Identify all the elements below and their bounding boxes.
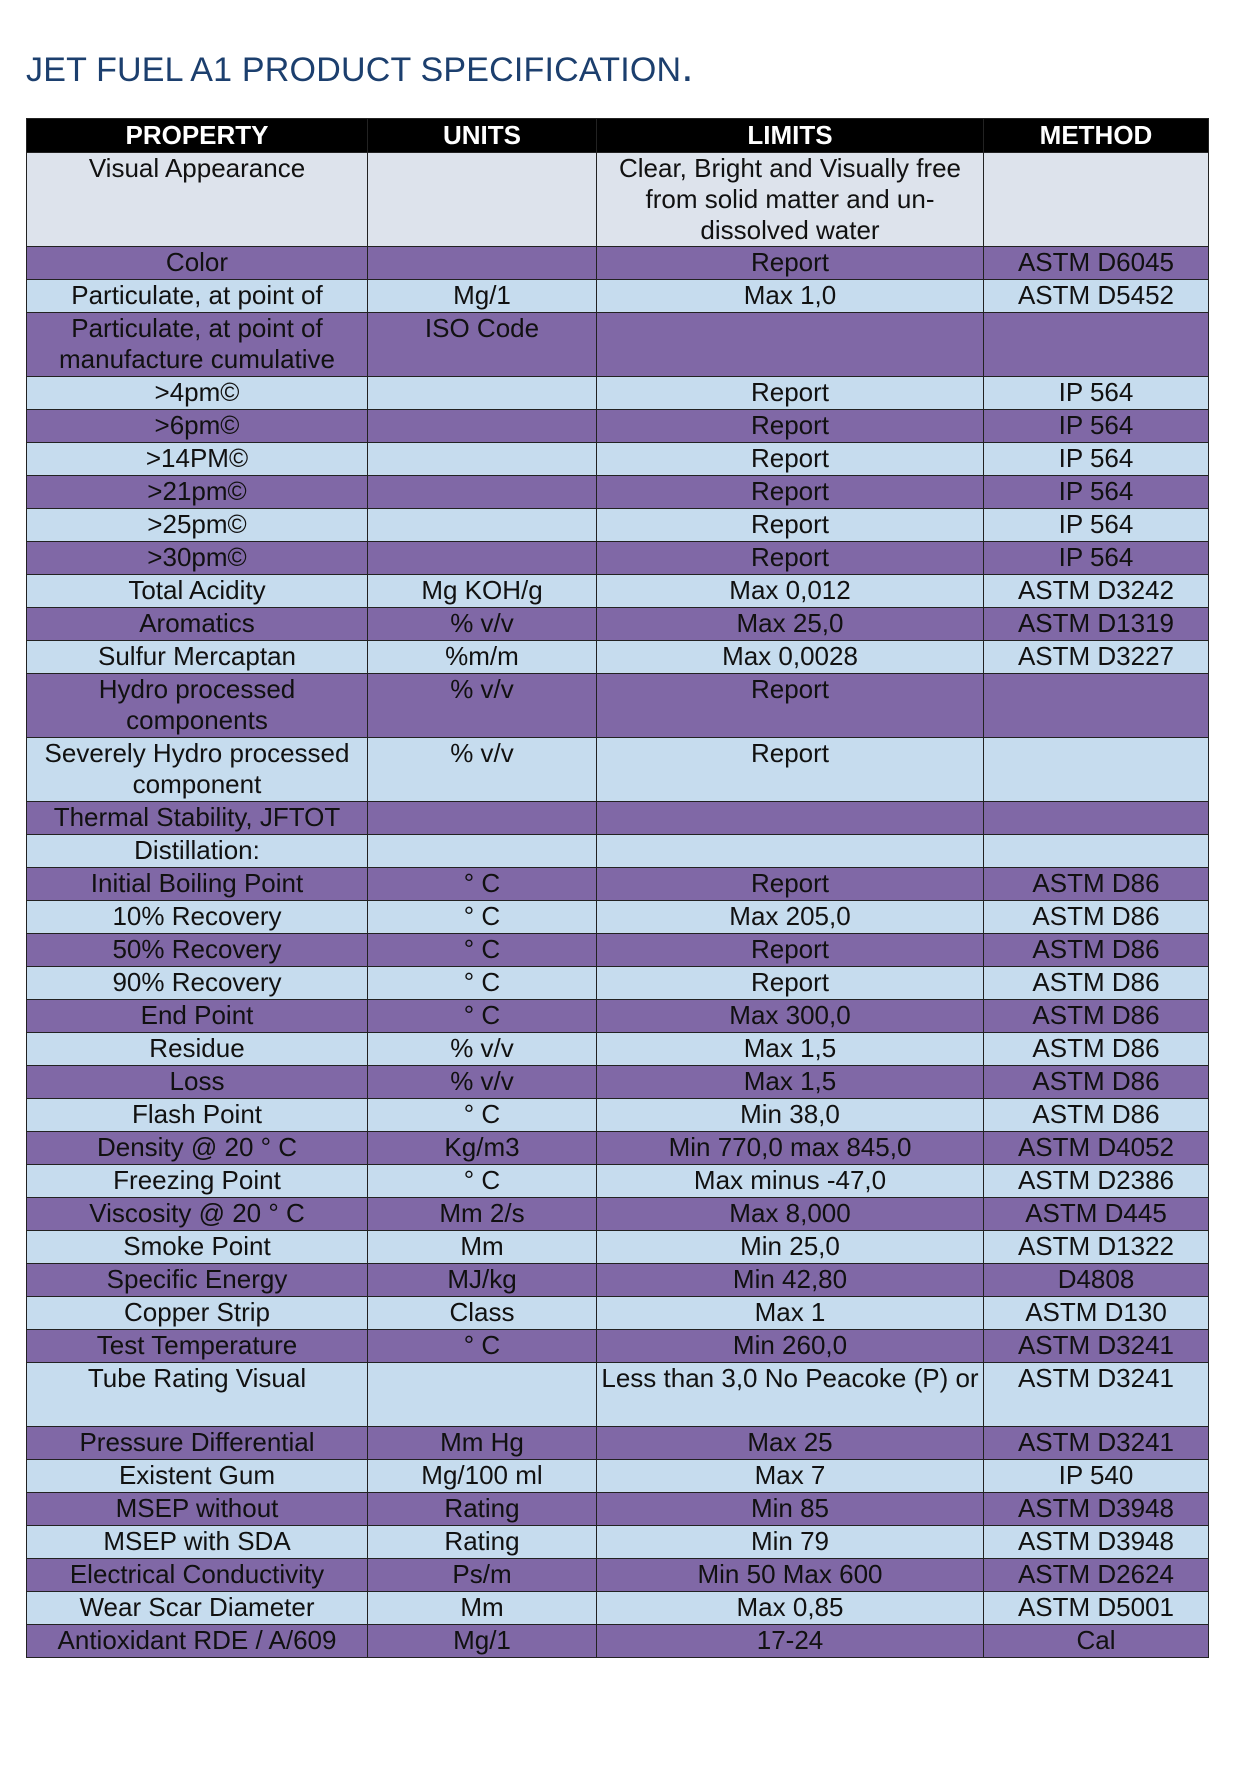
cell-method: ASTM D86	[984, 1000, 1209, 1033]
cell-property: Hydro processed components	[27, 674, 368, 738]
cell-limits: Report	[597, 542, 984, 575]
cell-limits: Min 79	[597, 1526, 984, 1559]
table-row	[27, 1297, 1209, 1330]
cell-property: Freezing Point	[27, 1165, 368, 1198]
cell-limits: Report	[597, 868, 984, 901]
cell-method: IP 564	[984, 410, 1209, 443]
table-row	[27, 738, 1209, 802]
cell-property: MSEP without	[27, 1493, 368, 1526]
cell-limits	[597, 802, 984, 835]
table-row	[27, 1526, 1209, 1559]
cell-method	[984, 835, 1209, 868]
cell-limits: Report	[597, 738, 984, 802]
cell-units	[368, 476, 597, 509]
cell-units	[368, 542, 597, 575]
cell-method: IP 540	[984, 1460, 1209, 1493]
table-row	[27, 1132, 1209, 1165]
cell-units: Ps/m	[368, 1559, 597, 1592]
cell-units: Mm Hg	[368, 1427, 597, 1460]
cell-units: ° C	[368, 901, 597, 934]
cell-method: ASTM D5001	[984, 1592, 1209, 1625]
cell-method: ASTM D86	[984, 901, 1209, 934]
cell-property: Particulate, at point of manufacture cumulative	[27, 313, 368, 377]
cell-units: Mg KOH/g	[368, 575, 597, 608]
cell-method: IP 564	[984, 476, 1209, 509]
table-row	[27, 313, 1209, 377]
cell-units: MJ/kg	[368, 1264, 597, 1297]
cell-units: ° C	[368, 1000, 597, 1033]
cell-property: Severely Hydro processed component	[27, 738, 368, 802]
cell-property: Smoke Point	[27, 1231, 368, 1264]
cell-units: Kg/m3	[368, 1132, 597, 1165]
cell-property: End Point	[27, 1000, 368, 1033]
cell-limits: Max 0,0028	[597, 641, 984, 674]
header-row	[27, 119, 1209, 153]
table-row	[27, 247, 1209, 280]
cell-limits: Less than 3,0 No Peacoke (P) or	[597, 1363, 984, 1427]
cell-units: ° C	[368, 967, 597, 1000]
cell-limits: Min 50 Max 600	[597, 1559, 984, 1592]
cell-units	[368, 377, 597, 410]
table-row	[27, 1625, 1209, 1658]
table-row	[27, 1427, 1209, 1460]
cell-units: Rating	[368, 1493, 597, 1526]
cell-limits: Report	[597, 377, 984, 410]
table-row	[27, 1559, 1209, 1592]
cell-method: ASTM D5452	[984, 280, 1209, 313]
cell-property: Visual Appearance	[27, 153, 368, 247]
cell-limits: Max 1,5	[597, 1066, 984, 1099]
cell-units: %m/m	[368, 641, 597, 674]
cell-method: ASTM D3242	[984, 575, 1209, 608]
cell-property: Initial Boiling Point	[27, 868, 368, 901]
cell-limits: Max 8,000	[597, 1198, 984, 1231]
cell-limits: 17-24	[597, 1625, 984, 1658]
cell-limits: Min 25,0	[597, 1231, 984, 1264]
table-row	[27, 1000, 1209, 1033]
table-row	[27, 1198, 1209, 1231]
cell-limits	[597, 835, 984, 868]
cell-method: ASTM D2624	[984, 1559, 1209, 1592]
cell-property: Tube Rating Visual	[27, 1363, 368, 1427]
cell-method: ASTM D6045	[984, 247, 1209, 280]
table-row	[27, 967, 1209, 1000]
cell-property: >6pm©	[27, 410, 368, 443]
cell-limits: Max 7	[597, 1460, 984, 1493]
cell-method: ASTM D3241	[984, 1363, 1209, 1427]
table-row	[27, 575, 1209, 608]
cell-method: ASTM D3948	[984, 1493, 1209, 1526]
cell-units: % v/v	[368, 1033, 597, 1066]
cell-units: % v/v	[368, 608, 597, 641]
cell-property: Electrical Conductivity	[27, 1559, 368, 1592]
cell-units: Mg/1	[368, 280, 597, 313]
table-row	[27, 280, 1209, 313]
table-row	[27, 1231, 1209, 1264]
cell-property: Pressure Differential	[27, 1427, 368, 1460]
cell-limits: Max 1	[597, 1297, 984, 1330]
cell-limits: Max 1,0	[597, 280, 984, 313]
table-row	[27, 901, 1209, 934]
page-title-suffix: .	[681, 42, 694, 91]
cell-method: ASTM D445	[984, 1198, 1209, 1231]
cell-units	[368, 443, 597, 476]
cell-method: ASTM D86	[984, 934, 1209, 967]
page-title	[26, 42, 694, 92]
cell-method: ASTM D86	[984, 1099, 1209, 1132]
cell-property: Specific Energy	[27, 1264, 368, 1297]
cell-units: Class	[368, 1297, 597, 1330]
cell-method	[984, 313, 1209, 377]
table-row	[27, 802, 1209, 835]
cell-units	[368, 410, 597, 443]
cell-method: D4808	[984, 1264, 1209, 1297]
cell-limits: Max 25	[597, 1427, 984, 1460]
cell-property: >4pm©	[27, 377, 368, 410]
cell-units: Mm	[368, 1231, 597, 1264]
cell-method: IP 564	[984, 509, 1209, 542]
cell-property: Existent Gum	[27, 1460, 368, 1493]
cell-property: Density @ 20 ° C	[27, 1132, 368, 1165]
cell-limits: Report	[597, 674, 984, 738]
cell-units	[368, 802, 597, 835]
cell-method: IP 564	[984, 542, 1209, 575]
table-row	[27, 934, 1209, 967]
table-row	[27, 1460, 1209, 1493]
cell-limits: Report	[597, 410, 984, 443]
table-row	[27, 1099, 1209, 1132]
table-row	[27, 1493, 1209, 1526]
spec-table-body	[27, 153, 1209, 1658]
cell-limits: Max 300,0	[597, 1000, 984, 1033]
table-row	[27, 674, 1209, 738]
table-row	[27, 509, 1209, 542]
cell-units	[368, 509, 597, 542]
cell-property: Thermal Stability, JFTOT	[27, 802, 368, 835]
cell-limits: Report	[597, 967, 984, 1000]
table-row	[27, 153, 1209, 247]
cell-limits: Max 1,5	[597, 1033, 984, 1066]
cell-property: 90% Recovery	[27, 967, 368, 1000]
cell-property: Particulate, at point of	[27, 280, 368, 313]
table-row	[27, 1330, 1209, 1363]
cell-limits: Max 25,0	[597, 608, 984, 641]
cell-property: >25pm©	[27, 509, 368, 542]
cell-limits: Min 42,80	[597, 1264, 984, 1297]
cell-method: ASTM D86	[984, 967, 1209, 1000]
cell-units: ° C	[368, 1099, 597, 1132]
cell-method	[984, 674, 1209, 738]
table-row	[27, 641, 1209, 674]
table-row	[27, 377, 1209, 410]
cell-property: >14PM©	[27, 443, 368, 476]
cell-method: ASTM D4052	[984, 1132, 1209, 1165]
table-row	[27, 542, 1209, 575]
header-limits: LIMITS	[597, 119, 984, 153]
cell-property: >21pm©	[27, 476, 368, 509]
cell-units: % v/v	[368, 674, 597, 738]
cell-method: ASTM D86	[984, 1066, 1209, 1099]
cell-property: Viscosity @ 20 ° C	[27, 1198, 368, 1231]
table-row	[27, 1033, 1209, 1066]
cell-units	[368, 835, 597, 868]
cell-method: ASTM D1319	[984, 608, 1209, 641]
cell-method: ASTM D86	[984, 1033, 1209, 1066]
table-row	[27, 868, 1209, 901]
cell-property: Aromatics	[27, 608, 368, 641]
cell-property: Residue	[27, 1033, 368, 1066]
cell-units: ° C	[368, 1330, 597, 1363]
cell-limits: Max 0,012	[597, 575, 984, 608]
cell-method: IP 564	[984, 377, 1209, 410]
cell-method: ASTM D86	[984, 868, 1209, 901]
cell-units: Mg/100 ml	[368, 1460, 597, 1493]
cell-property: Distillation:	[27, 835, 368, 868]
spec-table-header	[27, 119, 1209, 153]
cell-units	[368, 247, 597, 280]
cell-limits: Max minus -47,0	[597, 1165, 984, 1198]
cell-property: Color	[27, 247, 368, 280]
cell-limits: Report	[597, 247, 984, 280]
cell-property: Flash Point	[27, 1099, 368, 1132]
cell-property: >30pm©	[27, 542, 368, 575]
cell-method: ASTM D1322	[984, 1231, 1209, 1264]
cell-limits: Max 0,85	[597, 1592, 984, 1625]
cell-units: Rating	[368, 1526, 597, 1559]
cell-method: ASTM D3241	[984, 1330, 1209, 1363]
cell-method	[984, 802, 1209, 835]
cell-property: Test Temperature	[27, 1330, 368, 1363]
table-row	[27, 443, 1209, 476]
header-units: UNITS	[368, 119, 597, 153]
cell-units	[368, 1363, 597, 1427]
header-property: PROPERTY	[27, 119, 368, 153]
cell-method: ASTM D130	[984, 1297, 1209, 1330]
cell-limits	[597, 313, 984, 377]
table-row	[27, 476, 1209, 509]
table-row	[27, 835, 1209, 868]
cell-limits: Report	[597, 934, 984, 967]
page-title-text: JET FUEL A1 PRODUCT SPECIFICATION	[26, 51, 682, 89]
cell-property: MSEP with SDA	[27, 1526, 368, 1559]
table-row	[27, 1165, 1209, 1198]
cell-limits: Min 85	[597, 1493, 984, 1526]
table-row	[27, 1592, 1209, 1625]
cell-property: Total Acidity	[27, 575, 368, 608]
cell-method: ASTM D3948	[984, 1526, 1209, 1559]
table-row	[27, 1363, 1209, 1427]
cell-property: 10% Recovery	[27, 901, 368, 934]
cell-method: ASTM D3227	[984, 641, 1209, 674]
cell-method: ASTM D2386	[984, 1165, 1209, 1198]
cell-limits: Min 770,0 max 845,0	[597, 1132, 984, 1165]
cell-property: Wear Scar Diameter	[27, 1592, 368, 1625]
cell-units: ° C	[368, 1165, 597, 1198]
cell-property: Loss	[27, 1066, 368, 1099]
cell-method: IP 564	[984, 443, 1209, 476]
cell-method: ASTM D3241	[984, 1427, 1209, 1460]
cell-units: Mm 2/s	[368, 1198, 597, 1231]
table-row	[27, 1066, 1209, 1099]
cell-units: ISO Code	[368, 313, 597, 377]
cell-units: Mg/1	[368, 1625, 597, 1658]
cell-units: % v/v	[368, 1066, 597, 1099]
cell-method	[984, 153, 1209, 247]
cell-units: % v/v	[368, 738, 597, 802]
cell-property: Copper Strip	[27, 1297, 368, 1330]
cell-limits: Clear, Bright and Visually free from solid matter and un-dissolved water	[597, 153, 984, 247]
cell-property: Sulfur Mercaptan	[27, 641, 368, 674]
cell-units: ° C	[368, 868, 597, 901]
cell-limits: Max 205,0	[597, 901, 984, 934]
table-row	[27, 410, 1209, 443]
cell-limits: Report	[597, 443, 984, 476]
cell-units: ° C	[368, 934, 597, 967]
table-row	[27, 608, 1209, 641]
spec-table	[26, 118, 1209, 1658]
cell-units: Mm	[368, 1592, 597, 1625]
table-row	[27, 1264, 1209, 1297]
cell-method: Cal	[984, 1625, 1209, 1658]
cell-units	[368, 153, 597, 247]
cell-limits: Min 260,0	[597, 1330, 984, 1363]
cell-limits: Report	[597, 509, 984, 542]
cell-limits: Min 38,0	[597, 1099, 984, 1132]
cell-property: Antioxidant RDE / A/609	[27, 1625, 368, 1658]
cell-method	[984, 738, 1209, 802]
cell-property: 50% Recovery	[27, 934, 368, 967]
cell-limits: Report	[597, 476, 984, 509]
header-method: METHOD	[984, 119, 1209, 153]
